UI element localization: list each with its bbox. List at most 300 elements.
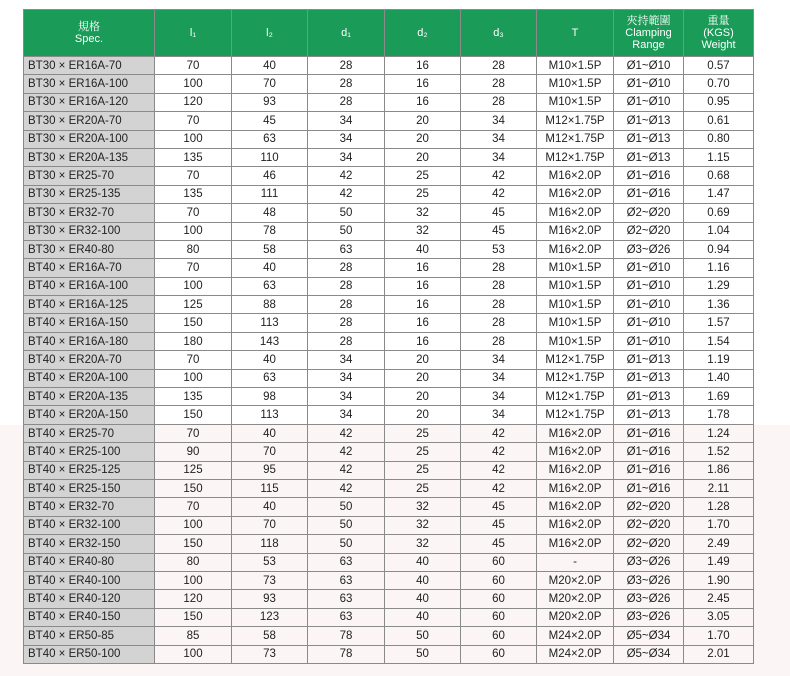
cell-d2: 20 xyxy=(385,112,461,130)
header-weight-zh: 重量 xyxy=(707,15,730,27)
cell-clamping-range: Ø1~Ø10 xyxy=(614,75,684,93)
cell-d3: 34 xyxy=(461,388,537,406)
cell-spec: BT40 × ER32-70 xyxy=(24,498,155,516)
cell-d3: 42 xyxy=(461,424,537,442)
cell-spec: BT30 × ER16A-100 xyxy=(24,75,155,93)
cell-weight: 0.80 xyxy=(684,130,754,148)
cell-clamping-range: Ø2~Ø20 xyxy=(614,222,684,240)
header-clamping-en: Clamping xyxy=(625,27,672,39)
cell-l2: 93 xyxy=(232,590,308,608)
cell-d3: 60 xyxy=(461,571,537,589)
cell-thread: M12×1.75P xyxy=(537,148,614,166)
cell-weight: 0.61 xyxy=(684,112,754,130)
cell-clamping-range: Ø2~Ø20 xyxy=(614,498,684,516)
cell-spec: BT40 × ER40-80 xyxy=(24,553,155,571)
cell-d1: 50 xyxy=(308,535,385,553)
cell-clamping-range: Ø1~Ø10 xyxy=(614,93,684,111)
cell-d1: 28 xyxy=(308,332,385,350)
cell-spec: BT30 × ER16A-70 xyxy=(24,57,155,75)
table-row xyxy=(24,167,754,185)
cell-weight: 2.49 xyxy=(684,535,754,553)
cell-l1: 150 xyxy=(155,314,232,332)
cell-d2: 16 xyxy=(385,314,461,332)
cell-spec: BT30 × ER25-70 xyxy=(24,167,155,185)
cell-clamping-range: Ø3~Ø26 xyxy=(614,590,684,608)
cell-d2: 16 xyxy=(385,259,461,277)
cell-l2: 63 xyxy=(232,277,308,295)
table-row xyxy=(24,571,754,589)
cell-spec: BT40 × ER20A-100 xyxy=(24,369,155,387)
header-thread: T xyxy=(537,10,614,57)
cell-thread: M24×2.0P xyxy=(537,645,614,663)
cell-d3: 45 xyxy=(461,516,537,534)
cell-d2: 40 xyxy=(385,553,461,571)
cell-d2: 16 xyxy=(385,332,461,350)
cell-d3: 34 xyxy=(461,351,537,369)
table-row xyxy=(24,406,754,424)
cell-clamping-range: Ø1~Ø10 xyxy=(614,259,684,277)
cell-l1: 70 xyxy=(155,424,232,442)
cell-thread: M16×2.0P xyxy=(537,185,614,203)
cell-spec: BT40 × ER40-120 xyxy=(24,590,155,608)
cell-d2: 16 xyxy=(385,93,461,111)
cell-l2: 63 xyxy=(232,369,308,387)
cell-d1: 42 xyxy=(308,424,385,442)
cell-d3: 60 xyxy=(461,627,537,645)
header-l2: l₂ xyxy=(232,10,308,57)
cell-weight: 1.86 xyxy=(684,461,754,479)
cell-l2: 110 xyxy=(232,148,308,166)
cell-d2: 25 xyxy=(385,185,461,203)
cell-clamping-range: Ø1~Ø10 xyxy=(614,332,684,350)
cell-l1: 150 xyxy=(155,479,232,497)
cell-weight: 0.70 xyxy=(684,75,754,93)
cell-d3: 28 xyxy=(461,314,537,332)
cell-d2: 32 xyxy=(385,498,461,516)
cell-d2: 32 xyxy=(385,535,461,553)
header-l1: l₁ xyxy=(155,10,232,57)
cell-d1: 42 xyxy=(308,167,385,185)
cell-spec: BT30 × ER40-80 xyxy=(24,240,155,258)
header-d3: d₃ xyxy=(461,10,537,57)
cell-d1: 28 xyxy=(308,296,385,314)
cell-spec: BT40 × ER40-100 xyxy=(24,571,155,589)
cell-weight: 1.70 xyxy=(684,627,754,645)
cell-l1: 70 xyxy=(155,57,232,75)
cell-l1: 120 xyxy=(155,590,232,608)
cell-spec: BT40 × ER50-85 xyxy=(24,627,155,645)
cell-weight: 2.45 xyxy=(684,590,754,608)
cell-weight: 1.19 xyxy=(684,351,754,369)
cell-d2: 40 xyxy=(385,590,461,608)
cell-thread: M20×2.0P xyxy=(537,608,614,626)
cell-thread: M12×1.75P xyxy=(537,351,614,369)
cell-weight: 0.95 xyxy=(684,93,754,111)
cell-thread: M10×1.5P xyxy=(537,259,614,277)
cell-l2: 70 xyxy=(232,75,308,93)
cell-thread: M10×1.5P xyxy=(537,75,614,93)
table-row xyxy=(24,112,754,130)
cell-l1: 150 xyxy=(155,406,232,424)
cell-clamping-range: Ø3~Ø26 xyxy=(614,240,684,258)
cell-l2: 40 xyxy=(232,498,308,516)
cell-thread: M10×1.5P xyxy=(537,296,614,314)
table-row xyxy=(24,590,754,608)
cell-d1: 34 xyxy=(308,351,385,369)
header-weight xyxy=(684,10,754,57)
header-weight-en: Weight xyxy=(701,39,736,51)
cell-d1: 50 xyxy=(308,222,385,240)
cell-clamping-range: Ø1~Ø13 xyxy=(614,130,684,148)
cell-weight: 1.69 xyxy=(684,388,754,406)
cell-d2: 20 xyxy=(385,130,461,148)
cell-d2: 25 xyxy=(385,461,461,479)
table-row xyxy=(24,516,754,534)
cell-thread: M16×2.0P xyxy=(537,240,614,258)
table-row xyxy=(24,259,754,277)
cell-d2: 25 xyxy=(385,424,461,442)
cell-weight: 1.16 xyxy=(684,259,754,277)
cell-d2: 25 xyxy=(385,167,461,185)
cell-weight: 1.49 xyxy=(684,553,754,571)
cell-l2: 70 xyxy=(232,443,308,461)
cell-d3: 45 xyxy=(461,222,537,240)
cell-l2: 113 xyxy=(232,314,308,332)
cell-d2: 40 xyxy=(385,240,461,258)
cell-d1: 42 xyxy=(308,461,385,479)
cell-weight: 1.40 xyxy=(684,369,754,387)
cell-d1: 42 xyxy=(308,185,385,203)
cell-l1: 135 xyxy=(155,148,232,166)
cell-thread: M16×2.0P xyxy=(537,516,614,534)
cell-clamping-range: Ø3~Ø26 xyxy=(614,553,684,571)
cell-d2: 16 xyxy=(385,296,461,314)
cell-l1: 135 xyxy=(155,185,232,203)
cell-l1: 85 xyxy=(155,627,232,645)
cell-l1: 100 xyxy=(155,369,232,387)
cell-weight: 1.57 xyxy=(684,314,754,332)
cell-d2: 20 xyxy=(385,148,461,166)
cell-d3: 60 xyxy=(461,608,537,626)
cell-d3: 60 xyxy=(461,590,537,608)
cell-l1: 125 xyxy=(155,296,232,314)
cell-clamping-range: Ø5~Ø34 xyxy=(614,645,684,663)
cell-clamping-range: Ø1~Ø10 xyxy=(614,277,684,295)
table-row xyxy=(24,130,754,148)
cell-d1: 63 xyxy=(308,553,385,571)
cell-weight: 1.15 xyxy=(684,148,754,166)
table-row xyxy=(24,296,754,314)
cell-spec: BT40 × ER25-100 xyxy=(24,443,155,461)
cell-l1: 70 xyxy=(155,259,232,277)
cell-l1: 100 xyxy=(155,571,232,589)
cell-clamping-range: Ø5~Ø34 xyxy=(614,627,684,645)
cell-d3: 28 xyxy=(461,57,537,75)
cell-d1: 28 xyxy=(308,314,385,332)
cell-weight: 1.29 xyxy=(684,277,754,295)
cell-clamping-range: Ø1~Ø10 xyxy=(614,314,684,332)
header-weight-unit: (KGS) xyxy=(703,27,734,39)
cell-thread: M12×1.75P xyxy=(537,369,614,387)
header-clamping-zh: 夾持範圍 xyxy=(626,15,671,27)
cell-clamping-range: Ø1~Ø10 xyxy=(614,296,684,314)
header-spec xyxy=(24,10,155,57)
cell-thread: M16×2.0P xyxy=(537,204,614,222)
cell-clamping-range: Ø3~Ø26 xyxy=(614,608,684,626)
cell-d1: 63 xyxy=(308,240,385,258)
table-row xyxy=(24,332,754,350)
cell-l2: 40 xyxy=(232,57,308,75)
cell-weight: 2.01 xyxy=(684,645,754,663)
cell-thread: M10×1.5P xyxy=(537,332,614,350)
header-d1: d₁ xyxy=(308,10,385,57)
cell-d3: 28 xyxy=(461,75,537,93)
cell-d1: 28 xyxy=(308,93,385,111)
cell-spec: BT40 × ER20A-70 xyxy=(24,351,155,369)
cell-d2: 20 xyxy=(385,351,461,369)
cell-d3: 28 xyxy=(461,332,537,350)
cell-clamping-range: Ø1~Ø13 xyxy=(614,369,684,387)
cell-l2: 123 xyxy=(232,608,308,626)
cell-l1: 80 xyxy=(155,240,232,258)
cell-weight: 2.11 xyxy=(684,479,754,497)
cell-weight: 1.90 xyxy=(684,571,754,589)
cell-d1: 78 xyxy=(308,645,385,663)
cell-thread: M16×2.0P xyxy=(537,167,614,185)
cell-l2: 53 xyxy=(232,553,308,571)
cell-clamping-range: Ø1~Ø16 xyxy=(614,443,684,461)
table-row xyxy=(24,535,754,553)
cell-d1: 34 xyxy=(308,388,385,406)
table-row xyxy=(24,314,754,332)
cell-d3: 45 xyxy=(461,204,537,222)
cell-spec: BT40 × ER20A-150 xyxy=(24,406,155,424)
cell-d1: 50 xyxy=(308,498,385,516)
cell-d3: 42 xyxy=(461,167,537,185)
cell-spec: BT30 × ER16A-120 xyxy=(24,93,155,111)
cell-l1: 100 xyxy=(155,75,232,93)
cell-thread: M12×1.75P xyxy=(537,388,614,406)
cell-spec: BT40 × ER16A-70 xyxy=(24,259,155,277)
table-row xyxy=(24,461,754,479)
cell-d3: 34 xyxy=(461,406,537,424)
cell-thread: M10×1.5P xyxy=(537,57,614,75)
cell-thread: M16×2.0P xyxy=(537,424,614,442)
cell-clamping-range: Ø1~Ø16 xyxy=(614,461,684,479)
cell-d3: 45 xyxy=(461,498,537,516)
cell-d1: 34 xyxy=(308,130,385,148)
cell-l2: 45 xyxy=(232,112,308,130)
cell-l2: 113 xyxy=(232,406,308,424)
cell-d3: 42 xyxy=(461,461,537,479)
cell-l2: 111 xyxy=(232,185,308,203)
cell-d1: 28 xyxy=(308,57,385,75)
table-row xyxy=(24,424,754,442)
cell-d1: 78 xyxy=(308,627,385,645)
cell-thread: M16×2.0P xyxy=(537,461,614,479)
cell-clamping-range: Ø2~Ø20 xyxy=(614,535,684,553)
cell-spec: BT40 × ER20A-135 xyxy=(24,388,155,406)
cell-l1: 125 xyxy=(155,461,232,479)
cell-d2: 50 xyxy=(385,645,461,663)
cell-l2: 115 xyxy=(232,479,308,497)
cell-l1: 120 xyxy=(155,93,232,111)
cell-d3: 42 xyxy=(461,479,537,497)
cell-l2: 40 xyxy=(232,424,308,442)
cell-l1: 100 xyxy=(155,277,232,295)
cell-thread: M16×2.0P xyxy=(537,222,614,240)
cell-l2: 70 xyxy=(232,516,308,534)
cell-d1: 34 xyxy=(308,369,385,387)
cell-l2: 143 xyxy=(232,332,308,350)
table-row xyxy=(24,222,754,240)
cell-d3: 28 xyxy=(461,277,537,295)
cell-spec: BT40 × ER50-100 xyxy=(24,645,155,663)
cell-spec: BT40 × ER16A-125 xyxy=(24,296,155,314)
cell-clamping-range: Ø1~Ø13 xyxy=(614,351,684,369)
cell-d2: 25 xyxy=(385,443,461,461)
cell-d2: 16 xyxy=(385,277,461,295)
cell-weight: 1.28 xyxy=(684,498,754,516)
header-spec-zh: 規格 xyxy=(78,21,100,33)
table-row xyxy=(24,277,754,295)
cell-l2: 58 xyxy=(232,627,308,645)
cell-thread: M16×2.0P xyxy=(537,535,614,553)
table-row xyxy=(24,93,754,111)
cell-l2: 73 xyxy=(232,571,308,589)
cell-thread: M16×2.0P xyxy=(537,498,614,516)
cell-l2: 73 xyxy=(232,645,308,663)
cell-spec: BT40 × ER16A-180 xyxy=(24,332,155,350)
table-row xyxy=(24,185,754,203)
cell-l2: 40 xyxy=(232,259,308,277)
cell-clamping-range: Ø1~Ø13 xyxy=(614,406,684,424)
cell-weight: 1.52 xyxy=(684,443,754,461)
cell-clamping-range: Ø1~Ø13 xyxy=(614,148,684,166)
cell-d3: 28 xyxy=(461,93,537,111)
cell-l1: 100 xyxy=(155,645,232,663)
cell-d3: 60 xyxy=(461,553,537,571)
cell-d3: 42 xyxy=(461,443,537,461)
cell-d3: 42 xyxy=(461,185,537,203)
cell-d3: 34 xyxy=(461,112,537,130)
cell-l1: 70 xyxy=(155,167,232,185)
cell-l2: 58 xyxy=(232,240,308,258)
header-range-en: Range xyxy=(632,39,665,51)
table-row xyxy=(24,443,754,461)
cell-l2: 88 xyxy=(232,296,308,314)
cell-d1: 34 xyxy=(308,406,385,424)
cell-d3: 28 xyxy=(461,296,537,314)
cell-l2: 46 xyxy=(232,167,308,185)
cell-l1: 70 xyxy=(155,204,232,222)
cell-thread: M16×2.0P xyxy=(537,443,614,461)
cell-spec: BT30 × ER32-100 xyxy=(24,222,155,240)
cell-spec: BT30 × ER32-70 xyxy=(24,204,155,222)
table-row xyxy=(24,204,754,222)
cell-d1: 34 xyxy=(308,148,385,166)
cell-clamping-range: Ø1~Ø13 xyxy=(614,388,684,406)
cell-clamping-range: Ø2~Ø20 xyxy=(614,516,684,534)
cell-l2: 40 xyxy=(232,351,308,369)
cell-thread: M20×2.0P xyxy=(537,590,614,608)
cell-clamping-range: Ø2~Ø20 xyxy=(614,204,684,222)
table-row xyxy=(24,351,754,369)
cell-thread: M12×1.75P xyxy=(537,112,614,130)
cell-d1: 63 xyxy=(308,590,385,608)
cell-l1: 70 xyxy=(155,112,232,130)
cell-l1: 150 xyxy=(155,608,232,626)
cell-spec: BT30 × ER20A-135 xyxy=(24,148,155,166)
cell-spec: BT30 × ER20A-70 xyxy=(24,112,155,130)
cell-l1: 135 xyxy=(155,388,232,406)
cell-weight: 0.57 xyxy=(684,57,754,75)
table-row xyxy=(24,388,754,406)
cell-thread: M20×2.0P xyxy=(537,571,614,589)
cell-d2: 20 xyxy=(385,369,461,387)
table-row xyxy=(24,627,754,645)
cell-d1: 50 xyxy=(308,516,385,534)
cell-d3: 45 xyxy=(461,535,537,553)
cell-d2: 32 xyxy=(385,204,461,222)
cell-d2: 20 xyxy=(385,406,461,424)
cell-thread: M10×1.5P xyxy=(537,93,614,111)
cell-d2: 32 xyxy=(385,516,461,534)
table-row xyxy=(24,553,754,571)
cell-d1: 42 xyxy=(308,479,385,497)
cell-spec: BT40 × ER32-100 xyxy=(24,516,155,534)
cell-weight: 1.78 xyxy=(684,406,754,424)
cell-thread: - xyxy=(537,553,614,571)
cell-d2: 16 xyxy=(385,57,461,75)
cell-spec: BT40 × ER16A-100 xyxy=(24,277,155,295)
table-row xyxy=(24,608,754,626)
cell-clamping-range: Ø1~Ø16 xyxy=(614,167,684,185)
table-row xyxy=(24,369,754,387)
header-d2: d₂ xyxy=(385,10,461,57)
cell-spec: BT40 × ER25-150 xyxy=(24,479,155,497)
table-row xyxy=(24,645,754,663)
cell-d3: 34 xyxy=(461,130,537,148)
cell-d2: 25 xyxy=(385,479,461,497)
cell-d3: 34 xyxy=(461,148,537,166)
spec-table xyxy=(23,9,754,664)
cell-d1: 34 xyxy=(308,112,385,130)
cell-d1: 28 xyxy=(308,75,385,93)
cell-weight: 1.24 xyxy=(684,424,754,442)
cell-weight: 0.94 xyxy=(684,240,754,258)
cell-weight: 1.04 xyxy=(684,222,754,240)
cell-thread: M16×2.0P xyxy=(537,479,614,497)
cell-weight: 0.68 xyxy=(684,167,754,185)
cell-spec: BT30 × ER20A-100 xyxy=(24,130,155,148)
cell-l2: 95 xyxy=(232,461,308,479)
cell-spec: BT40 × ER32-150 xyxy=(24,535,155,553)
cell-clamping-range: Ø3~Ø26 xyxy=(614,571,684,589)
cell-weight: 1.70 xyxy=(684,516,754,534)
cell-d3: 53 xyxy=(461,240,537,258)
cell-l2: 78 xyxy=(232,222,308,240)
cell-l1: 70 xyxy=(155,351,232,369)
cell-spec: BT40 × ER25-125 xyxy=(24,461,155,479)
table-row xyxy=(24,57,754,75)
cell-d2: 50 xyxy=(385,627,461,645)
cell-d2: 16 xyxy=(385,75,461,93)
table-row xyxy=(24,479,754,497)
cell-l1: 80 xyxy=(155,553,232,571)
cell-l1: 150 xyxy=(155,535,232,553)
cell-l2: 98 xyxy=(232,388,308,406)
